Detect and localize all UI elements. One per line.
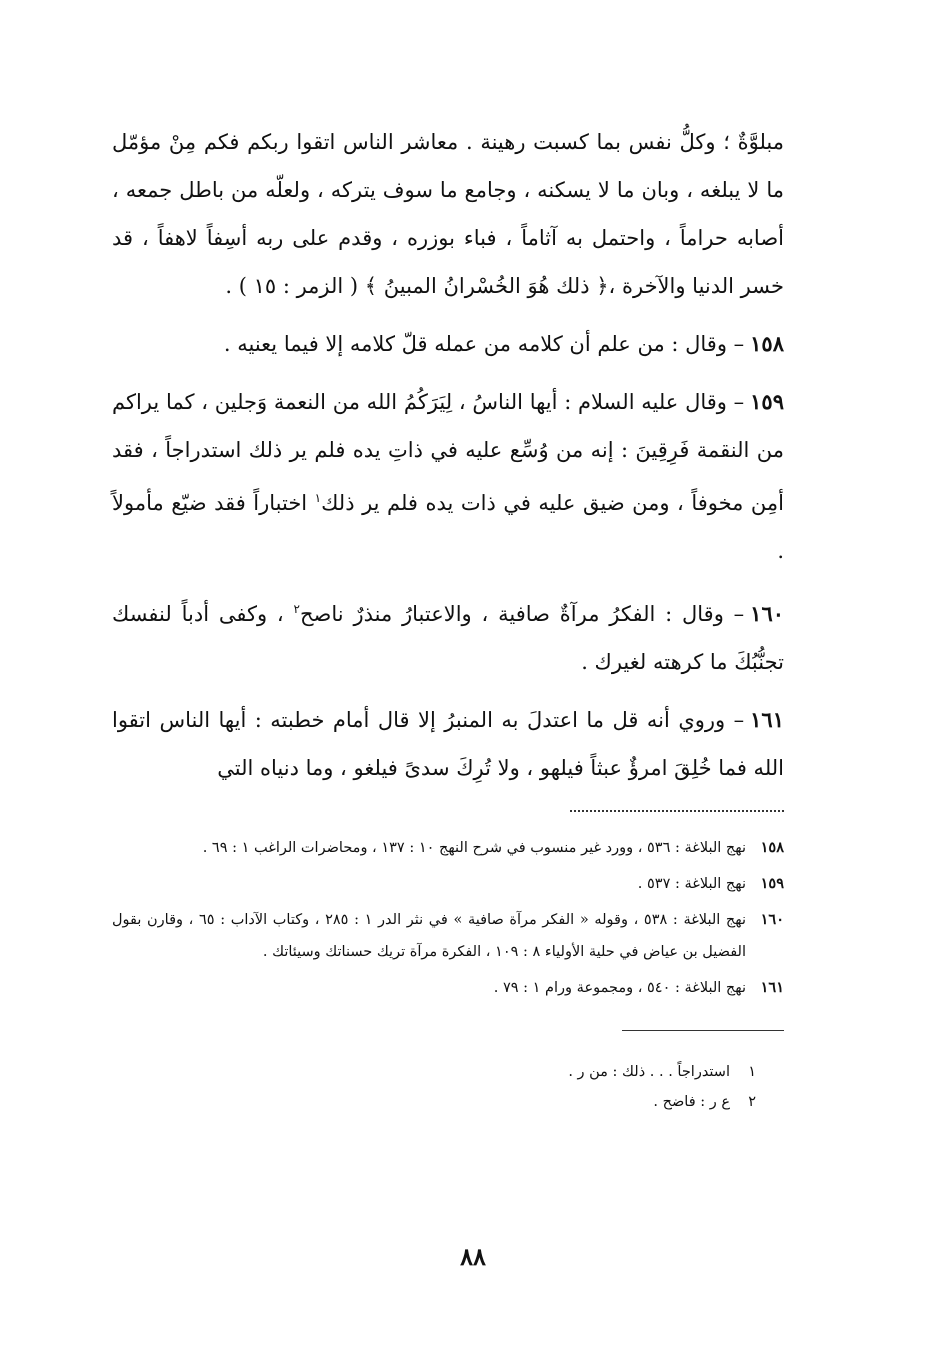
saying-number: ١٦١: [750, 707, 784, 732]
saying-number: ١٥٨: [750, 331, 784, 356]
source-note: ١٥٩ نهج البلاغة : ٥٣٧ .: [637, 875, 784, 892]
footnote-ref[interactable]: ٢: [293, 602, 300, 616]
footnote-ref[interactable]: ١: [314, 491, 322, 505]
source-note: ١٦٠ نهج البلاغة : ٥٣٨ ، وقوله « الفكر مرآة صافية » في نثر الدر ١ : ٢٨٥ ، وكتاب الآداب : ٦٥ ، وقارن بقول الفضيل بن عياض في حلية الأولياء ٨ : ١٠٩ ، الفكرة مرآة تريك حسناتك وسيئاتك .: [112, 911, 784, 960]
source-notes: [112, 832, 784, 1004]
saying-number: ١٥٩: [750, 389, 784, 414]
footnotes-rule: [622, 1030, 784, 1031]
paragraph-160: ١٦٠– وقال : الفكرُ مرآةٌ صافية ، والاعتبارُ منذرٌ ناصح$^٢$ ، وكفى أدباً لنفسك تجنُّبُكَ ما كرهته لغيرك .: [112, 601, 785, 674]
notes-separator: [570, 810, 784, 812]
main-text: [112, 118, 784, 792]
source-note: ١٥٨ نهج البلاغة : ٥٣٦ ، وورد غير منسوب في شرح النهج ١٠ : ١٣٧ ، ومحاضرات الراغب ١ : ٦٩ .: [202, 839, 784, 856]
paragraph-159: ١٥٩– وقال عليه السلام : أيها الناسُ ، لِيَرَكُمُ الله من النعمة وَجلين ، كما يراكم من النقمة فَرِقِينَ : إنه من وُسِّع عليه في ذاتِ يده فلم ير ذلك استدراجاً ، فقد أمِن مخوفاً ، ومن ضيق عليه في ذات يده فلم ير ذلك$^١$ اختباراً فقد ضيّع مأمولاً .: [112, 389, 784, 563]
footnote: ٢ ع ر : فاضح .: [653, 1094, 756, 1110]
paragraph-161: ١٦١– وروي أنه قل ما اعتدلَ به المنبرُ إلا قال أمام خطبته : أيها الناس اتقوا الله فما خُلِقَ امرؤٌ عبثاً فيلهو ، ولا تُرِكَ سدىً فيلغو ، وما دنياه التي: [112, 707, 784, 780]
saying-number: ١٦٠: [750, 601, 785, 626]
page-content: [112, 118, 784, 1117]
footnotes: [112, 1057, 784, 1117]
paragraph-158: ١٥٨– وقال : من علم أن كلامه من عمله قلّ كلامه إلا فيما يعنيه .: [223, 331, 784, 356]
footnote: ١ استدراجاً . . . ذلك : من ر .: [568, 1064, 756, 1080]
page-number: ٨٨: [460, 1242, 486, 1271]
source-note: ١٦١ نهج البلاغة : ٥٤٠ ، ومجموعة ورام ١ : ٧٩ .: [493, 979, 784, 996]
paragraph-1: مبلوَّةٌ ؛ وكلُّ نفس بما كسبت رهينة . معاشر الناس اتقوا ربكم فكم مِنْ مؤمّل ما لا يبلغه ، وبان ما لا يسكنه ، وجامع ما سوف يتركه ، ولعلّه من باطل جمعه ، أصابه حراماً ، واحتمل به آثاماً ، فباء بوزره ، وقدم على ربه أسِفاً لاهفاً ، قد خسر الدنيا والآخرة ،﴿ ذلك هُوَ الخُسْرانُ المبينُ ﴾ ( الزمر : ١٥ ) .: [112, 130, 784, 298]
